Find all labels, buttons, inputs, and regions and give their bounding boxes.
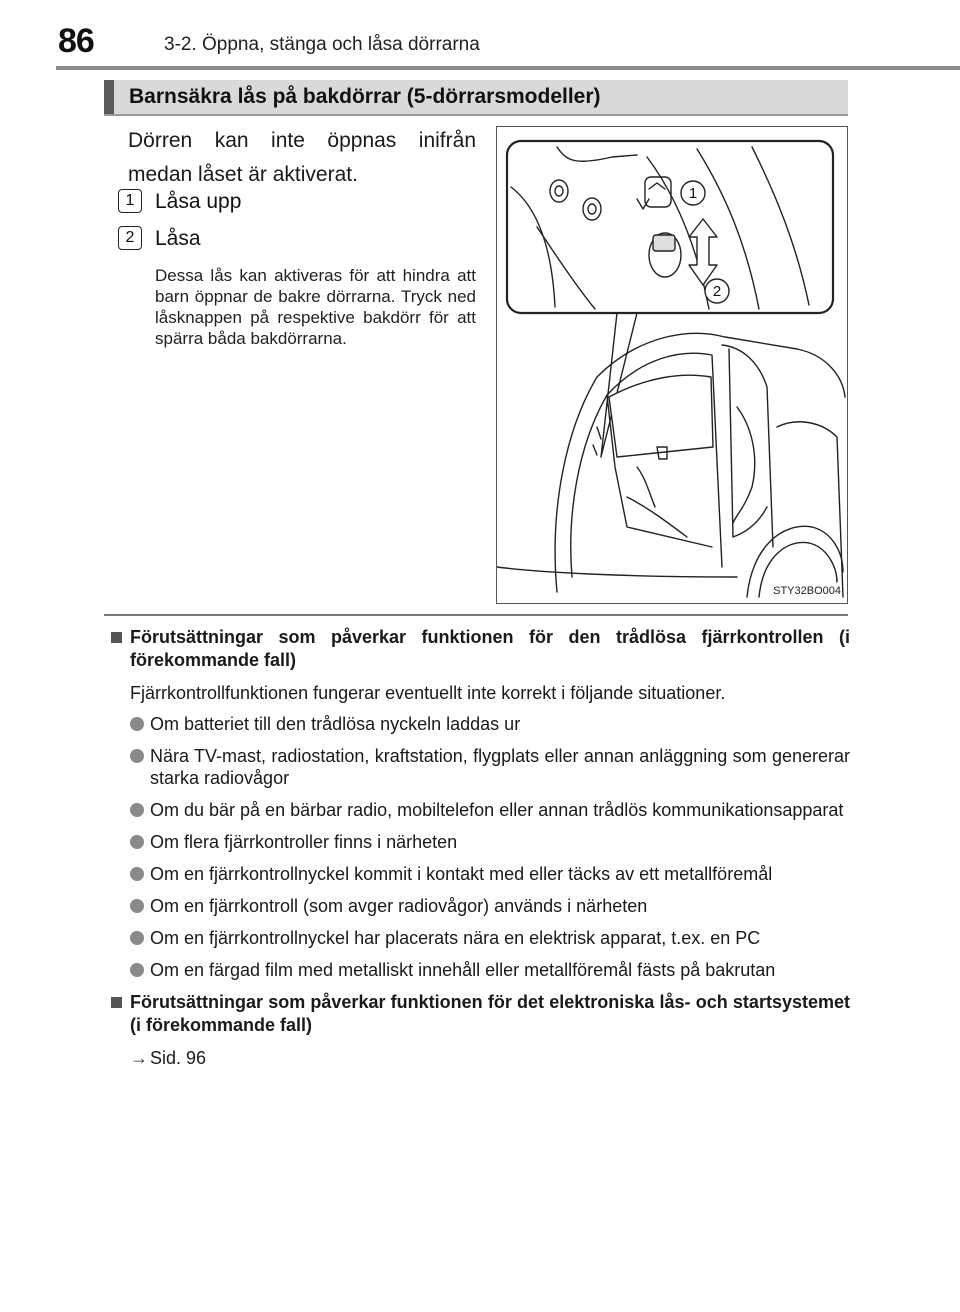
- round-bullet-icon: [130, 867, 144, 881]
- square-bullet-icon: [111, 632, 122, 643]
- round-bullet-icon: [130, 963, 144, 977]
- page-reference[interactable]: [110, 1047, 850, 1070]
- heading-text: Förutsättningar som påverkar funktionen för det elektroniska lås- och startsystemet (i förekommande fall): [130, 992, 850, 1035]
- list-item: Om flera fjärrkontroller finns i närheten: [110, 831, 850, 853]
- figure-code: STY32BO004: [773, 585, 841, 597]
- list-item: Om en fjärrkontrollnyckel har placerats nära en elektrisk apparat, t.ex. en PC: [110, 927, 850, 949]
- round-bullet-icon: [130, 931, 144, 945]
- item-number-1: 1: [118, 189, 142, 213]
- section-title-marker: [104, 80, 114, 114]
- child-lock-illustration: [497, 127, 846, 602]
- heading-smart-entry-conditions: [110, 991, 850, 1037]
- round-bullet-icon: [130, 749, 144, 763]
- figure-callout-1: 1: [688, 185, 698, 202]
- heading-text: Förutsättningar som påverkar funktionen för den trådlösa fjärrkontrollen (i förekommande fall): [130, 627, 850, 670]
- list-item: Om en fjärrkontroll (som avger radiovågor) används i närheten: [110, 895, 850, 917]
- item-label-lock: Låsa: [155, 227, 201, 250]
- square-bullet-icon: [111, 997, 122, 1008]
- reference-arrow-icon: →: [130, 1048, 148, 1068]
- list-item: Om du bär på en bärbar radio, mobiltelefon eller annan trådlös kommunikationsapparat: [110, 799, 850, 821]
- condition-list: [110, 713, 850, 981]
- item-number-2: 2: [118, 226, 142, 250]
- item-label-unlock: Låsa upp: [155, 190, 242, 213]
- list-item: Om en fjärrkontrollnyckel kommit i kontakt med eller täcks av ett metallföremål: [110, 863, 850, 885]
- list-item: Om batteriet till den trådlösa nyckeln laddas ur: [110, 713, 850, 735]
- running-title: 3-2. Öppna, stänga och låsa dörrarna: [164, 34, 480, 55]
- page-number: 86: [58, 22, 94, 60]
- body-text: [110, 626, 850, 1070]
- section-title-rule: [104, 114, 848, 116]
- heading-wireless-remote-conditions: [110, 626, 850, 672]
- section-note: Dessa lås kan aktiveras för att hindra att barn öppnar de bakre dörrarna. Tryck ned låsknappen på respektive bakdörr för att spärra båda bakdörrarna.: [155, 266, 476, 348]
- section-intro: Dörren kan inte öppnas inifrån medan låset är aktiverat.: [128, 129, 476, 186]
- round-bullet-icon: [130, 899, 144, 913]
- reference-text: Sid. 96: [150, 1048, 207, 1068]
- wireless-remote-intro: Fjärrkontrollfunktionen fungerar eventuellt inte korrekt i följande situationer.: [130, 683, 726, 703]
- list-item: Nära TV-mast, radiostation, kraftstation, flygplats eller annan anläggning som genererar starka radiovågor: [110, 745, 850, 789]
- round-bullet-icon: [130, 803, 144, 817]
- child-lock-figure: [496, 126, 848, 604]
- section-divider: [104, 614, 848, 616]
- section-title: Barnsäkra lås på bakdörrar (5-dörrarsmodeller): [129, 85, 601, 108]
- figure-callout-2: 2: [712, 283, 722, 300]
- round-bullet-icon: [130, 835, 144, 849]
- list-item: Om en färgad film med metalliskt innehåll eller metallföremål fästs på bakrutan: [110, 959, 850, 981]
- section-title-bar: [104, 80, 848, 114]
- round-bullet-icon: [130, 717, 144, 731]
- header-rule: [56, 66, 960, 70]
